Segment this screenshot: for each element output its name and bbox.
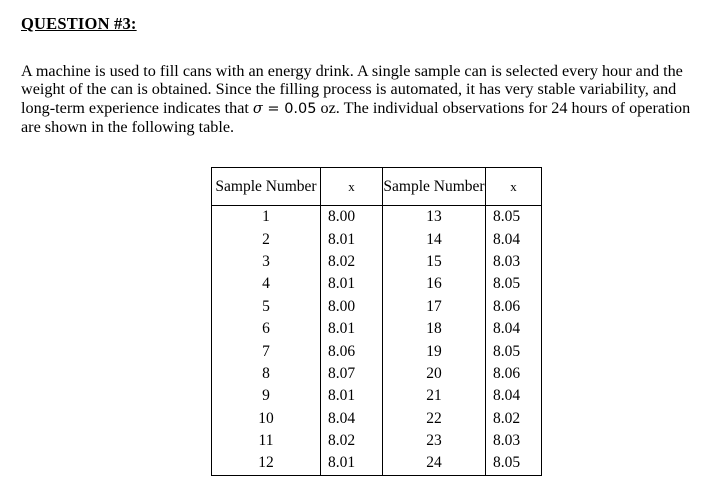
cell-sample-number: 11 bbox=[212, 430, 321, 452]
cell-sample-number-2: 20 bbox=[383, 363, 486, 385]
cell-x-2: 8.03 bbox=[486, 251, 542, 273]
cell-sample-number: 5 bbox=[212, 296, 321, 318]
cell-x: 8.06 bbox=[321, 340, 383, 362]
cell-x-2: 8.06 bbox=[486, 296, 542, 318]
table-row bbox=[212, 296, 542, 318]
header-sample-number: Sample Number bbox=[212, 168, 321, 206]
header-sample-number-2: Sample Number bbox=[383, 168, 486, 206]
cell-x: 8.00 bbox=[321, 206, 383, 229]
table-row bbox=[212, 430, 542, 452]
table-row bbox=[212, 408, 542, 430]
table-body bbox=[212, 206, 542, 476]
table-row bbox=[212, 363, 542, 385]
observations-table bbox=[211, 167, 542, 476]
cell-sample-number-2: 21 bbox=[383, 385, 486, 407]
sigma-value: = 0.05 bbox=[262, 100, 317, 117]
table-row bbox=[212, 273, 542, 295]
cell-sample-number-2: 16 bbox=[383, 273, 486, 295]
question-heading: QUESTION #3: bbox=[21, 14, 137, 33]
cell-x-2: 8.05 bbox=[486, 273, 542, 295]
cell-x: 8.01 bbox=[321, 385, 383, 407]
cell-x-2: 8.04 bbox=[486, 228, 542, 250]
cell-sample-number-2: 13 bbox=[383, 206, 486, 229]
table-row bbox=[212, 452, 542, 475]
question-text bbox=[21, 62, 711, 136]
cell-x-2: 8.06 bbox=[486, 363, 542, 385]
cell-x-2: 8.04 bbox=[486, 385, 542, 407]
cell-sample-number: 12 bbox=[212, 452, 321, 475]
cell-sample-number-2: 18 bbox=[383, 318, 486, 340]
cell-x: 8.00 bbox=[321, 296, 383, 318]
question-text-part1: A machine is used to fill cans with an energy drink. A single sample can is selected every hour and the weight of the can is obtained. Since the filling process is automated, it has very stable variability, and long-term experience indicates that bbox=[21, 62, 683, 117]
cell-x-2: 8.05 bbox=[486, 206, 542, 229]
header-x: x bbox=[321, 168, 383, 206]
cell-x-2: 8.04 bbox=[486, 318, 542, 340]
cell-x: 8.01 bbox=[321, 452, 383, 475]
cell-sample-number-2: 15 bbox=[383, 251, 486, 273]
table-row bbox=[212, 251, 542, 273]
cell-x-2: 8.05 bbox=[486, 340, 542, 362]
cell-sample-number-2: 23 bbox=[383, 430, 486, 452]
cell-x-2: 8.03 bbox=[486, 430, 542, 452]
cell-sample-number: 9 bbox=[212, 385, 321, 407]
cell-x: 8.07 bbox=[321, 363, 383, 385]
cell-sample-number: 6 bbox=[212, 318, 321, 340]
cell-x: 8.01 bbox=[321, 228, 383, 250]
cell-sample-number-2: 14 bbox=[383, 228, 486, 250]
question-text-part2: oz. The individual observations for 24 hours of operation are shown in the following table. bbox=[21, 98, 691, 136]
cell-sample-number-2: 22 bbox=[383, 408, 486, 430]
cell-sample-number: 1 bbox=[212, 206, 321, 229]
cell-sample-number-2: 17 bbox=[383, 296, 486, 318]
header-x-2: x bbox=[486, 168, 542, 206]
table-row bbox=[212, 385, 542, 407]
cell-sample-number: 7 bbox=[212, 340, 321, 362]
sigma-symbol: σ bbox=[252, 100, 263, 117]
cell-x: 8.04 bbox=[321, 408, 383, 430]
cell-sample-number-2: 24 bbox=[383, 452, 486, 475]
cell-x: 8.01 bbox=[321, 318, 383, 340]
cell-x: 8.01 bbox=[321, 273, 383, 295]
table-row bbox=[212, 228, 542, 250]
cell-sample-number: 8 bbox=[212, 363, 321, 385]
table-row bbox=[212, 318, 542, 340]
table-header-row bbox=[212, 168, 542, 206]
cell-x-2: 8.02 bbox=[486, 408, 542, 430]
cell-sample-number: 2 bbox=[212, 228, 321, 250]
cell-sample-number: 3 bbox=[212, 251, 321, 273]
cell-x: 8.02 bbox=[321, 430, 383, 452]
cell-sample-number: 4 bbox=[212, 273, 321, 295]
table-row bbox=[212, 340, 542, 362]
cell-x: 8.02 bbox=[321, 251, 383, 273]
cell-sample-number-2: 19 bbox=[383, 340, 486, 362]
table-row bbox=[212, 206, 542, 229]
cell-x-2: 8.05 bbox=[486, 452, 542, 475]
cell-sample-number: 10 bbox=[212, 408, 321, 430]
